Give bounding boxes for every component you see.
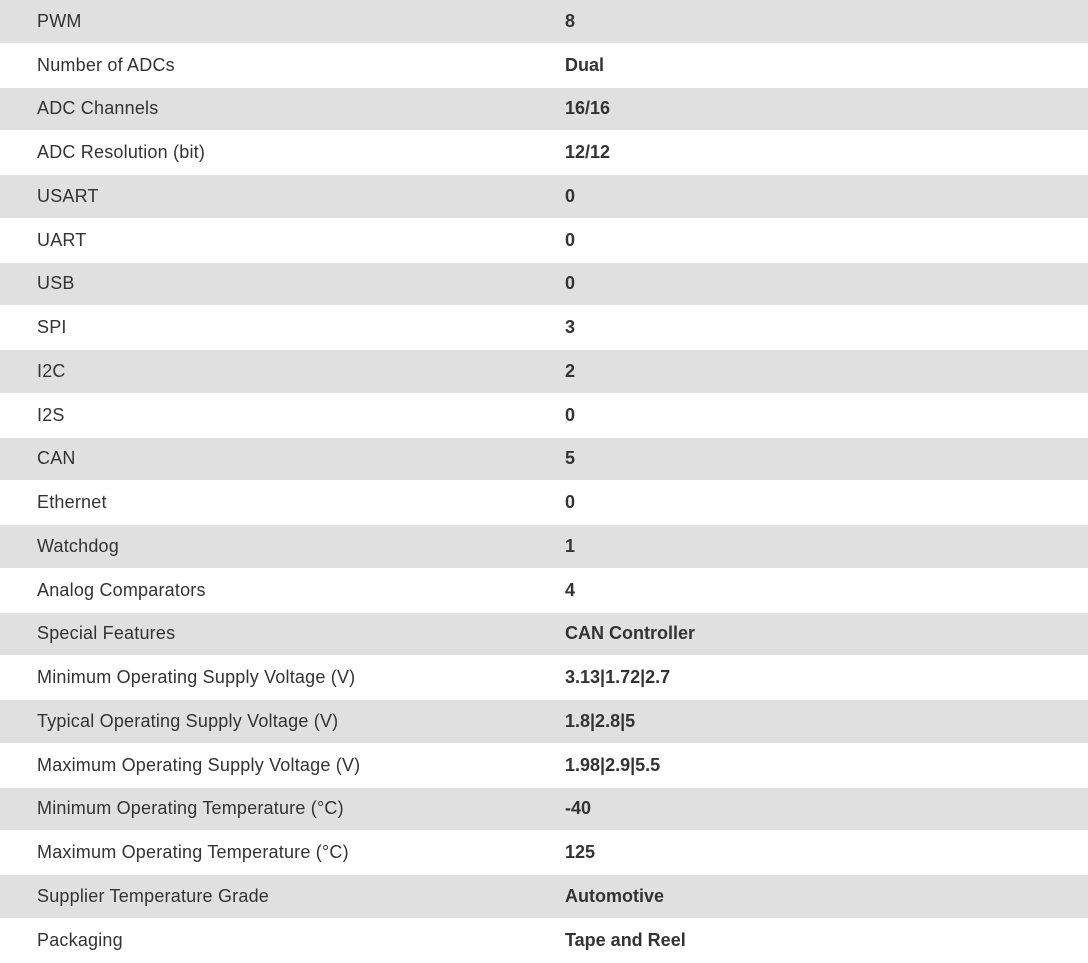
spec-value: 3.13|1.72|2.7 (565, 655, 1088, 700)
spec-label: Typical Operating Supply Voltage (V) (0, 700, 565, 743)
spec-value: -40 (565, 788, 1088, 831)
spec-value: 16/16 (565, 88, 1088, 131)
spec-row (0, 175, 1088, 218)
spec-row (0, 263, 1088, 306)
spec-value: 1 (565, 525, 1088, 568)
spec-label: Packaging (0, 918, 565, 963)
spec-value: 4 (565, 568, 1088, 613)
spec-label: USART (0, 175, 565, 218)
spec-row (0, 568, 1088, 613)
spec-value: 5 (565, 438, 1088, 481)
spec-label: Special Features (0, 613, 565, 656)
spec-label: Watchdog (0, 525, 565, 568)
spec-label: Ethernet (0, 480, 565, 525)
spec-label: Analog Comparators (0, 568, 565, 613)
spec-label: USB (0, 263, 565, 306)
spec-row (0, 305, 1088, 350)
spec-row (0, 218, 1088, 263)
spec-label: ADC Channels (0, 88, 565, 131)
spec-value: Dual (565, 43, 1088, 88)
spec-value: 8 (565, 0, 1088, 43)
spec-row (0, 480, 1088, 525)
spec-row (0, 43, 1088, 88)
spec-label: Supplier Temperature Grade (0, 875, 565, 918)
spec-row (0, 918, 1088, 963)
spec-row (0, 613, 1088, 656)
spec-row (0, 0, 1088, 43)
spec-row (0, 393, 1088, 438)
spec-row (0, 788, 1088, 831)
spec-value: 0 (565, 480, 1088, 525)
spec-label: Number of ADCs (0, 43, 565, 88)
spec-row (0, 655, 1088, 700)
spec-label: Maximum Operating Supply Voltage (V) (0, 743, 565, 788)
spec-value: 0 (565, 218, 1088, 263)
spec-label: I2S (0, 393, 565, 438)
spec-row (0, 743, 1088, 788)
spec-value: Automotive (565, 875, 1088, 918)
spec-row (0, 350, 1088, 393)
spec-row (0, 830, 1088, 875)
spec-row (0, 88, 1088, 131)
spec-value: 0 (565, 263, 1088, 306)
spec-value: 12/12 (565, 130, 1088, 175)
spec-row (0, 875, 1088, 918)
spec-value: 1.8|2.8|5 (565, 700, 1088, 743)
spec-value: Tape and Reel (565, 918, 1088, 963)
spec-row (0, 525, 1088, 568)
spec-value: 1.98|2.9|5.5 (565, 743, 1088, 788)
spec-label: Maximum Operating Temperature (°C) (0, 830, 565, 875)
spec-value: 0 (565, 393, 1088, 438)
spec-row (0, 130, 1088, 175)
spec-label: I2C (0, 350, 565, 393)
spec-label: PWM (0, 0, 565, 43)
spec-label: CAN (0, 438, 565, 481)
spec-value: 2 (565, 350, 1088, 393)
spec-label: UART (0, 218, 565, 263)
spec-value: 0 (565, 175, 1088, 218)
spec-label: ADC Resolution (bit) (0, 130, 565, 175)
spec-value: 125 (565, 830, 1088, 875)
spec-row (0, 700, 1088, 743)
spec-value: 3 (565, 305, 1088, 350)
spec-label: Minimum Operating Temperature (°C) (0, 788, 565, 831)
spec-value: CAN Controller (565, 613, 1088, 656)
spec-label: Minimum Operating Supply Voltage (V) (0, 655, 565, 700)
spec-row (0, 438, 1088, 481)
spec-label: SPI (0, 305, 565, 350)
